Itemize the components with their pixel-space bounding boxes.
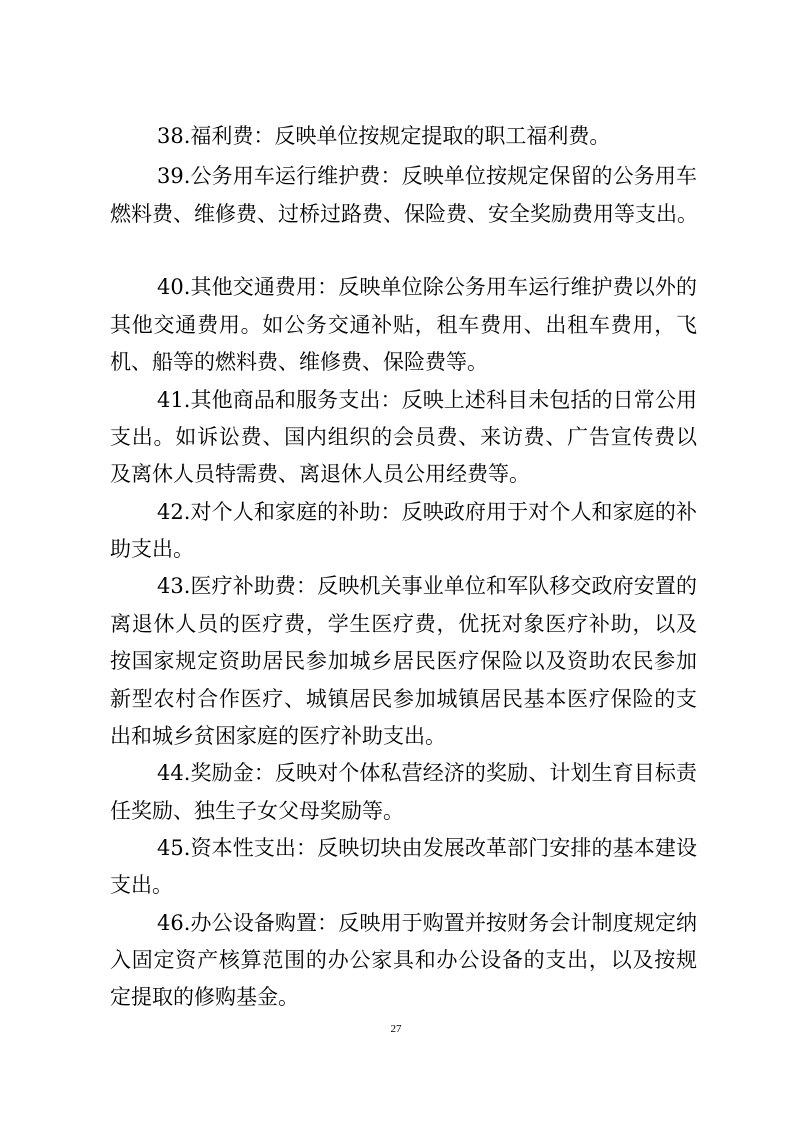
- item-43-line-5: 出和城乡贫困家庭的医疗补助支出。: [110, 724, 446, 748]
- item-42-line-2: 助支出。: [110, 537, 194, 561]
- item-46-line-2: 入固定资产核算范围的办公家具和办公设备的支出，以及按规: [110, 948, 697, 972]
- item-44-line-2: 任奖励、独生子女父母奖励等。: [110, 799, 404, 823]
- item-40-line-1: 40.其他交通费用：反映单位除公务用车运行维护费以外的: [157, 275, 697, 299]
- item-43-line-4: 新型农村合作医疗、城镇居民参加城镇居民基本医疗保险的支: [110, 687, 697, 711]
- item-39-line-2: 燃料费、维修费、过桥过路费、保险费、安全奖励费用等支出。: [110, 202, 698, 226]
- item-39-line-1: 39.公务用车运行维护费：反映单位按规定保留的公务用车: [157, 164, 697, 188]
- item-38-line-1: 38.福利费：反映单位按规定提取的职工福利费。: [157, 124, 611, 148]
- item-40-line-3: 机、船等的燃料费、维修费、保险费等。: [110, 350, 488, 374]
- item-45-line-1: 45.资本性支出：反映切块由发展改革部门安排的基本建设: [157, 836, 697, 860]
- item-46-line-1: 46.办公设备购置：反映用于购置并按财务会计制度规定纳: [157, 911, 697, 935]
- item-46-line-3: 定提取的修购基金。: [110, 985, 299, 1009]
- item-43-line-3: 按国家规定资助居民参加城乡居民医疗保险以及资助农民参加: [110, 649, 697, 673]
- item-41-line-3: 及离休人员特需费、离退休人员公用经费等。: [110, 462, 530, 486]
- item-45-line-2: 支出。: [110, 873, 173, 897]
- item-43-line-1: 43.医疗补助费：反映机关事业单位和军队移交政府安置的: [157, 574, 697, 598]
- item-44-line-1: 44.奖励金：反映对个体私营经济的奖励、计划生育目标责: [157, 761, 697, 785]
- item-41-line-2: 支出。如诉讼费、国内组织的会员费、来访费、广告宣传费以: [110, 425, 697, 449]
- item-40-line-2: 其他交通费用。如公务交通补贴，租车费用、出租车费用，飞: [110, 313, 697, 337]
- page-number: 27: [390, 1023, 402, 1035]
- item-41-line-1: 41.其他商品和服务支出：反映上述科目未包括的日常公用: [157, 388, 697, 412]
- item-43-line-2: 离退休人员的医疗费，学生医疗费，优抚对象医疗补助，以及: [110, 612, 697, 636]
- item-42-line-1: 42.对个人和家庭的补助：反映政府用于对个人和家庭的补: [157, 500, 697, 524]
